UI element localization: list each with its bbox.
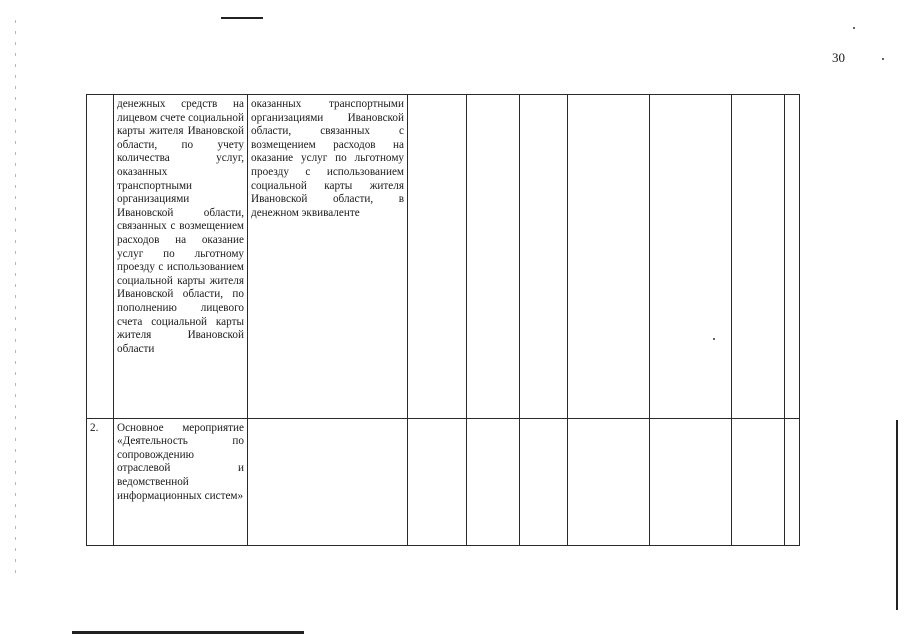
empty-cell [568,418,650,545]
program-table [86,94,800,546]
activity-name-cell: Основное мероприятие «Деятельность по сопровождению отраслевой и ведомственной информационных систем» [114,418,248,545]
empty-cell [408,95,467,419]
empty-cell [467,95,520,419]
indicator-cell [248,418,408,545]
empty-cell [467,418,520,545]
table-row [87,418,800,545]
empty-cell [785,95,800,419]
scan-edge-artifact [15,20,16,580]
empty-cell [732,418,785,545]
empty-cell [520,418,568,545]
empty-cell [568,95,650,419]
table-row [87,95,800,419]
empty-cell [650,418,732,545]
row-number-cell: 2. [87,418,114,545]
scan-artifact-top-line [221,17,263,19]
scan-speck [882,58,884,60]
row-number-cell [87,95,114,419]
indicator-cell: оказанных транспортными организациями Ивановской области, связанных с возмещением расходов на оказание услуг по льготному проезду с использованием социальной карты жителя Ивановской области, в денежном эквиваленте [248,95,408,419]
empty-cell [650,95,732,419]
activity-name-cell: денежных средств на лицевом счете социальной карты жителя Ивановской области, по учету количества услуг, оказанных транспортными организациями Ивановской области, связанных с возмещением расходов на оказание услуг по льготному проезду с использованием социальной карты жителя Ивановской области, по пополнению лицевого счета социальной карты жителя Ивановской области [114,95,248,419]
empty-cell [520,95,568,419]
scan-speck [853,27,855,29]
empty-cell [408,418,467,545]
scan-artifact-bottom-line [72,631,304,634]
empty-cell [732,95,785,419]
empty-cell [785,418,800,545]
scan-artifact-right-edge [896,420,898,610]
page-number: 30 [832,50,845,65]
